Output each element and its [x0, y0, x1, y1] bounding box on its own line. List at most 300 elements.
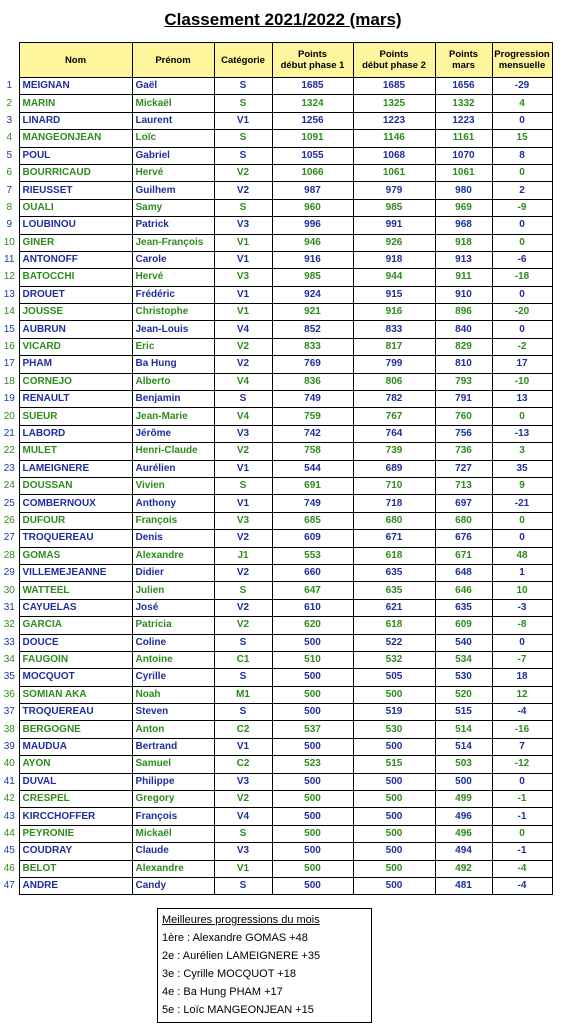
points-phase1-cell: 500 [272, 843, 353, 860]
rank-cell: 33 [0, 634, 19, 651]
progression-cell: -16 [492, 721, 552, 738]
points-phase2-cell: 1061 [353, 164, 435, 181]
header-progression [492, 43, 552, 78]
points-mars-cell: 791 [435, 391, 492, 408]
points-phase2-cell: 522 [353, 634, 435, 651]
categorie-cell: V2 [214, 164, 272, 181]
nom-cell: DOUCE [19, 634, 132, 651]
points-mars-cell: 896 [435, 304, 492, 321]
points-phase1-cell: 749 [272, 391, 353, 408]
header-phase2 [353, 43, 435, 78]
categorie-cell: V1 [214, 304, 272, 321]
rank-cell: 12 [0, 269, 19, 286]
nom-cell: ANDRE [19, 877, 132, 894]
points-phase1-cell: 985 [272, 269, 353, 286]
table-row [0, 791, 552, 808]
points-phase1-cell: 685 [272, 512, 353, 529]
points-phase2-cell: 689 [353, 460, 435, 477]
progression-cell: 0 [492, 321, 552, 338]
points-phase2-cell: 671 [353, 530, 435, 547]
categorie-cell: S [214, 147, 272, 164]
progression-cell: 13 [492, 391, 552, 408]
nom-cell: RENAULT [19, 391, 132, 408]
points-phase1-cell: 537 [272, 721, 353, 738]
progression-cell: 48 [492, 547, 552, 564]
prenom-cell: Laurent [132, 112, 214, 129]
points-mars-cell: 530 [435, 669, 492, 686]
progression-cell: -4 [492, 704, 552, 721]
nom-cell: POUL [19, 147, 132, 164]
prenom-cell: Loïc [132, 130, 214, 147]
points-phase2-cell: 500 [353, 860, 435, 877]
points-phase2-cell: 739 [353, 443, 435, 460]
points-mars-cell: 736 [435, 443, 492, 460]
points-phase1-cell: 758 [272, 443, 353, 460]
progression-cell: 0 [492, 408, 552, 425]
points-phase2-cell: 519 [353, 704, 435, 721]
header-phase1 [272, 43, 353, 78]
header-mars-line1: Points [448, 49, 479, 60]
categorie-cell: V1 [214, 286, 272, 303]
table-row [0, 530, 552, 547]
points-phase1-cell: 500 [272, 686, 353, 703]
prenom-cell: Julien [132, 582, 214, 599]
points-phase1-cell: 609 [272, 530, 353, 547]
best-progression-item: 1ère : Alexandre GOMAS +48 [162, 932, 308, 944]
rank-cell: 36 [0, 686, 19, 703]
best-progression-item: 2e : Aurélien LAMEIGNERE +35 [162, 950, 321, 962]
table-row [0, 408, 552, 425]
best-progressions-title: Meilleures progressions du mois [162, 914, 320, 926]
points-phase2-cell: 1325 [353, 95, 435, 112]
rank-cell: 27 [0, 530, 19, 547]
rank-cell: 25 [0, 495, 19, 512]
points-phase1-cell: 500 [272, 738, 353, 755]
table-row [0, 199, 552, 216]
rank-cell: 3 [0, 112, 19, 129]
points-mars-cell: 1061 [435, 164, 492, 181]
progression-cell: 12 [492, 686, 552, 703]
points-phase2-cell: 680 [353, 512, 435, 529]
table-row [0, 321, 552, 338]
rank-cell: 11 [0, 251, 19, 268]
points-phase1-cell: 833 [272, 338, 353, 355]
table-row [0, 564, 552, 581]
points-phase1-cell: 1091 [272, 130, 353, 147]
points-phase2-cell: 500 [353, 738, 435, 755]
points-phase1-cell: 769 [272, 356, 353, 373]
points-phase1-cell: 500 [272, 825, 353, 842]
nom-cell: AUBRUN [19, 321, 132, 338]
progression-cell: 7 [492, 738, 552, 755]
table-row [0, 425, 552, 442]
points-mars-cell: 503 [435, 756, 492, 773]
points-phase2-cell: 915 [353, 286, 435, 303]
rank-cell: 8 [0, 199, 19, 216]
prenom-cell: Denis [132, 530, 214, 547]
rank-cell: 44 [0, 825, 19, 842]
points-mars-cell: 829 [435, 338, 492, 355]
points-mars-cell: 969 [435, 199, 492, 216]
points-mars-cell: 496 [435, 825, 492, 842]
points-phase2-cell: 500 [353, 791, 435, 808]
table-row [0, 704, 552, 721]
progression-cell: 15 [492, 130, 552, 147]
prenom-cell: Aurélien [132, 460, 214, 477]
nom-cell: SUEUR [19, 408, 132, 425]
rank-cell: 29 [0, 564, 19, 581]
prenom-cell: Didier [132, 564, 214, 581]
points-mars-cell: 1070 [435, 147, 492, 164]
header-categorie: Catégorie [214, 43, 272, 78]
points-phase2-cell: 979 [353, 182, 435, 199]
categorie-cell: V2 [214, 182, 272, 199]
categorie-cell: V1 [214, 251, 272, 268]
categorie-cell: V2 [214, 443, 272, 460]
categorie-cell: S [214, 634, 272, 651]
categorie-cell: V2 [214, 791, 272, 808]
categorie-cell: S [214, 582, 272, 599]
points-phase2-cell: 621 [353, 599, 435, 616]
table-row [0, 825, 552, 842]
points-phase2-cell: 806 [353, 373, 435, 390]
points-mars-cell: 968 [435, 217, 492, 234]
rank-cell: 43 [0, 808, 19, 825]
points-phase1-cell: 836 [272, 373, 353, 390]
best-progression-item: 5e : Loïc MANGEONJEAN +15 [162, 1004, 314, 1016]
progression-cell: 18 [492, 669, 552, 686]
nom-cell: KIRCCHOFFER [19, 808, 132, 825]
table-row [0, 582, 552, 599]
rank-cell: 47 [0, 877, 19, 894]
points-phase2-cell: 926 [353, 234, 435, 251]
header-mars-line2: mars [452, 60, 475, 71]
table-row [0, 617, 552, 634]
nom-cell: COMBERNOUX [19, 495, 132, 512]
points-phase1-cell: 921 [272, 304, 353, 321]
points-phase1-cell: 996 [272, 217, 353, 234]
table-row [0, 95, 552, 112]
progression-cell: -18 [492, 269, 552, 286]
rank-cell: 19 [0, 391, 19, 408]
prenom-cell: Jean-Marie [132, 408, 214, 425]
points-mars-cell: 534 [435, 651, 492, 668]
points-phase2-cell: 944 [353, 269, 435, 286]
progression-cell: -4 [492, 860, 552, 877]
points-mars-cell: 918 [435, 234, 492, 251]
points-phase2-cell: 500 [353, 808, 435, 825]
table-header-row [0, 43, 552, 78]
categorie-cell: C1 [214, 651, 272, 668]
categorie-cell: V2 [214, 356, 272, 373]
table-row [0, 217, 552, 234]
categorie-cell: S [214, 704, 272, 721]
prenom-cell: Alberto [132, 373, 214, 390]
rank-cell: 24 [0, 477, 19, 494]
prenom-cell: Vivien [132, 477, 214, 494]
progression-cell: 2 [492, 182, 552, 199]
header-phase1-line2: début phase 1 [280, 60, 345, 71]
categorie-cell: V3 [214, 512, 272, 529]
nom-cell: OUALI [19, 199, 132, 216]
points-phase1-cell: 500 [272, 773, 353, 790]
nom-cell: BATOCCHI [19, 269, 132, 286]
rank-cell: 30 [0, 582, 19, 599]
nom-cell: MAUDUA [19, 738, 132, 755]
points-mars-cell: 494 [435, 843, 492, 860]
nom-cell: DROUET [19, 286, 132, 303]
rank-cell: 5 [0, 147, 19, 164]
categorie-cell: V4 [214, 808, 272, 825]
table-row [0, 495, 552, 512]
table-row [0, 877, 552, 894]
points-phase1-cell: 1066 [272, 164, 353, 181]
progression-cell: 0 [492, 512, 552, 529]
best-progression-item: 3e : Cyrille MOCQUOT +18 [162, 968, 296, 980]
best-progression-item: 4e : Ba Hung PHAM +17 [162, 986, 283, 998]
points-phase2-cell: 718 [353, 495, 435, 512]
points-phase2-cell: 767 [353, 408, 435, 425]
points-phase2-cell: 833 [353, 321, 435, 338]
categorie-cell: S [214, 477, 272, 494]
progression-cell: 1 [492, 564, 552, 581]
progression-cell: 17 [492, 356, 552, 373]
nom-cell: CAYUELAS [19, 599, 132, 616]
rank-cell: 10 [0, 234, 19, 251]
table-row [0, 773, 552, 790]
table-row [0, 338, 552, 355]
table-row [0, 634, 552, 651]
rank-cell: 1 [0, 78, 19, 95]
progression-cell: -9 [492, 199, 552, 216]
points-phase1-cell: 610 [272, 599, 353, 616]
prenom-cell: Samuel [132, 756, 214, 773]
points-mars-cell: 514 [435, 721, 492, 738]
progression-cell: 0 [492, 825, 552, 842]
points-phase1-cell: 749 [272, 495, 353, 512]
rank-cell: 31 [0, 599, 19, 616]
prenom-cell: Frédéric [132, 286, 214, 303]
table-row [0, 130, 552, 147]
categorie-cell: V1 [214, 112, 272, 129]
categorie-cell: S [214, 78, 272, 95]
points-phase1-cell: 924 [272, 286, 353, 303]
categorie-cell: V2 [214, 530, 272, 547]
prenom-cell: Patrick [132, 217, 214, 234]
nom-cell: PHAM [19, 356, 132, 373]
points-phase1-cell: 916 [272, 251, 353, 268]
prenom-cell: Guilhem [132, 182, 214, 199]
nom-cell: LINARD [19, 112, 132, 129]
table-row [0, 251, 552, 268]
progression-cell: -10 [492, 373, 552, 390]
table-row [0, 443, 552, 460]
points-phase2-cell: 985 [353, 199, 435, 216]
points-phase1-cell: 852 [272, 321, 353, 338]
nom-cell: TROQUEREAU [19, 704, 132, 721]
rank-cell: 6 [0, 164, 19, 181]
nom-cell: FAUGOIN [19, 651, 132, 668]
nom-cell: MARIN [19, 95, 132, 112]
nom-cell: PEYRONIE [19, 825, 132, 842]
categorie-cell: V4 [214, 373, 272, 390]
points-mars-cell: 671 [435, 547, 492, 564]
nom-cell: GARCIA [19, 617, 132, 634]
points-phase2-cell: 1685 [353, 78, 435, 95]
prenom-cell: Benjamin [132, 391, 214, 408]
points-phase2-cell: 799 [353, 356, 435, 373]
nom-cell: MOCQUOT [19, 669, 132, 686]
nom-cell: BERGOGNE [19, 721, 132, 738]
points-phase1-cell: 1324 [272, 95, 353, 112]
categorie-cell: V4 [214, 408, 272, 425]
points-mars-cell: 810 [435, 356, 492, 373]
points-phase2-cell: 635 [353, 564, 435, 581]
points-phase2-cell: 500 [353, 773, 435, 790]
prenom-cell: Cyrille [132, 669, 214, 686]
table-row [0, 147, 552, 164]
points-phase1-cell: 510 [272, 651, 353, 668]
prenom-cell: Carole [132, 251, 214, 268]
prenom-cell: Christophe [132, 304, 214, 321]
table-row [0, 721, 552, 738]
rank-cell: 46 [0, 860, 19, 877]
table-row [0, 164, 552, 181]
points-phase1-cell: 946 [272, 234, 353, 251]
points-phase1-cell: 500 [272, 634, 353, 651]
prenom-cell: Jérôme [132, 425, 214, 442]
categorie-cell: M1 [214, 686, 272, 703]
points-mars-cell: 496 [435, 808, 492, 825]
points-phase2-cell: 505 [353, 669, 435, 686]
categorie-cell: J1 [214, 547, 272, 564]
points-mars-cell: 910 [435, 286, 492, 303]
best-progressions-box [157, 908, 372, 1023]
prenom-cell: Mickaël [132, 825, 214, 842]
table-row [0, 304, 552, 321]
points-mars-cell: 500 [435, 773, 492, 790]
rank-cell: 18 [0, 373, 19, 390]
points-mars-cell: 635 [435, 599, 492, 616]
nom-cell: DOUSSAN [19, 477, 132, 494]
nom-cell: WATTEEL [19, 582, 132, 599]
categorie-cell: V1 [214, 495, 272, 512]
points-mars-cell: 680 [435, 512, 492, 529]
progression-cell: 0 [492, 286, 552, 303]
points-phase1-cell: 759 [272, 408, 353, 425]
points-phase2-cell: 991 [353, 217, 435, 234]
points-mars-cell: 1223 [435, 112, 492, 129]
points-phase1-cell: 500 [272, 704, 353, 721]
rank-cell: 7 [0, 182, 19, 199]
rank-cell: 14 [0, 304, 19, 321]
points-phase2-cell: 764 [353, 425, 435, 442]
categorie-cell: C2 [214, 721, 272, 738]
prenom-cell: José [132, 599, 214, 616]
prenom-cell: Mickaël [132, 95, 214, 112]
nom-cell: COUDRAY [19, 843, 132, 860]
categorie-cell: V3 [214, 217, 272, 234]
nom-cell: CRESPEL [19, 791, 132, 808]
prenom-cell: Bertrand [132, 738, 214, 755]
progression-cell: 3 [492, 443, 552, 460]
table-row [0, 599, 552, 616]
rank-cell: 32 [0, 617, 19, 634]
nom-cell: MEIGNAN [19, 78, 132, 95]
points-phase1-cell: 544 [272, 460, 353, 477]
points-phase2-cell: 635 [353, 582, 435, 599]
rank-cell: 20 [0, 408, 19, 425]
rank-cell: 17 [0, 356, 19, 373]
nom-cell: LOUBINOU [19, 217, 132, 234]
points-phase1-cell: 500 [272, 791, 353, 808]
prenom-cell: Noah [132, 686, 214, 703]
table-row [0, 286, 552, 303]
progression-cell: -29 [492, 78, 552, 95]
points-phase1-cell: 553 [272, 547, 353, 564]
rank-cell: 38 [0, 721, 19, 738]
nom-cell: VICARD [19, 338, 132, 355]
points-mars-cell: 648 [435, 564, 492, 581]
prenom-cell: Gaël [132, 78, 214, 95]
prenom-cell: Hervé [132, 164, 214, 181]
progression-cell: 0 [492, 634, 552, 651]
table-row [0, 477, 552, 494]
points-mars-cell: 499 [435, 791, 492, 808]
progression-cell: 0 [492, 217, 552, 234]
rank-cell: 42 [0, 791, 19, 808]
points-phase1-cell: 691 [272, 477, 353, 494]
points-mars-cell: 540 [435, 634, 492, 651]
categorie-cell: V2 [214, 617, 272, 634]
prenom-cell: Gregory [132, 791, 214, 808]
points-mars-cell: 913 [435, 251, 492, 268]
points-mars-cell: 840 [435, 321, 492, 338]
progression-cell: -1 [492, 843, 552, 860]
table-row [0, 756, 552, 773]
points-phase2-cell: 918 [353, 251, 435, 268]
nom-cell: GOMAS [19, 547, 132, 564]
progression-cell: -21 [492, 495, 552, 512]
points-mars-cell: 756 [435, 425, 492, 442]
prenom-cell: François [132, 512, 214, 529]
points-phase1-cell: 960 [272, 199, 353, 216]
points-phase2-cell: 618 [353, 547, 435, 564]
points-phase1-cell: 500 [272, 808, 353, 825]
points-mars-cell: 609 [435, 617, 492, 634]
table-row [0, 651, 552, 668]
progression-cell: -7 [492, 651, 552, 668]
rank-header [0, 43, 19, 78]
header-phase2-line1: Points [379, 49, 409, 60]
rank-cell: 40 [0, 756, 19, 773]
nom-cell: VILLEMEJEANNE [19, 564, 132, 581]
prenom-cell: Patricia [132, 617, 214, 634]
progression-cell: 0 [492, 164, 552, 181]
progression-cell: 0 [492, 234, 552, 251]
header-phase2-line2: début phase 2 [362, 60, 426, 71]
prenom-cell: Claude [132, 843, 214, 860]
prenom-cell: Henri-Claude [132, 443, 214, 460]
rank-cell: 13 [0, 286, 19, 303]
categorie-cell: C2 [214, 756, 272, 773]
progression-cell: -1 [492, 808, 552, 825]
table-row [0, 234, 552, 251]
progression-cell: -2 [492, 338, 552, 355]
table-row [0, 738, 552, 755]
categorie-cell: V3 [214, 425, 272, 442]
points-mars-cell: 514 [435, 738, 492, 755]
